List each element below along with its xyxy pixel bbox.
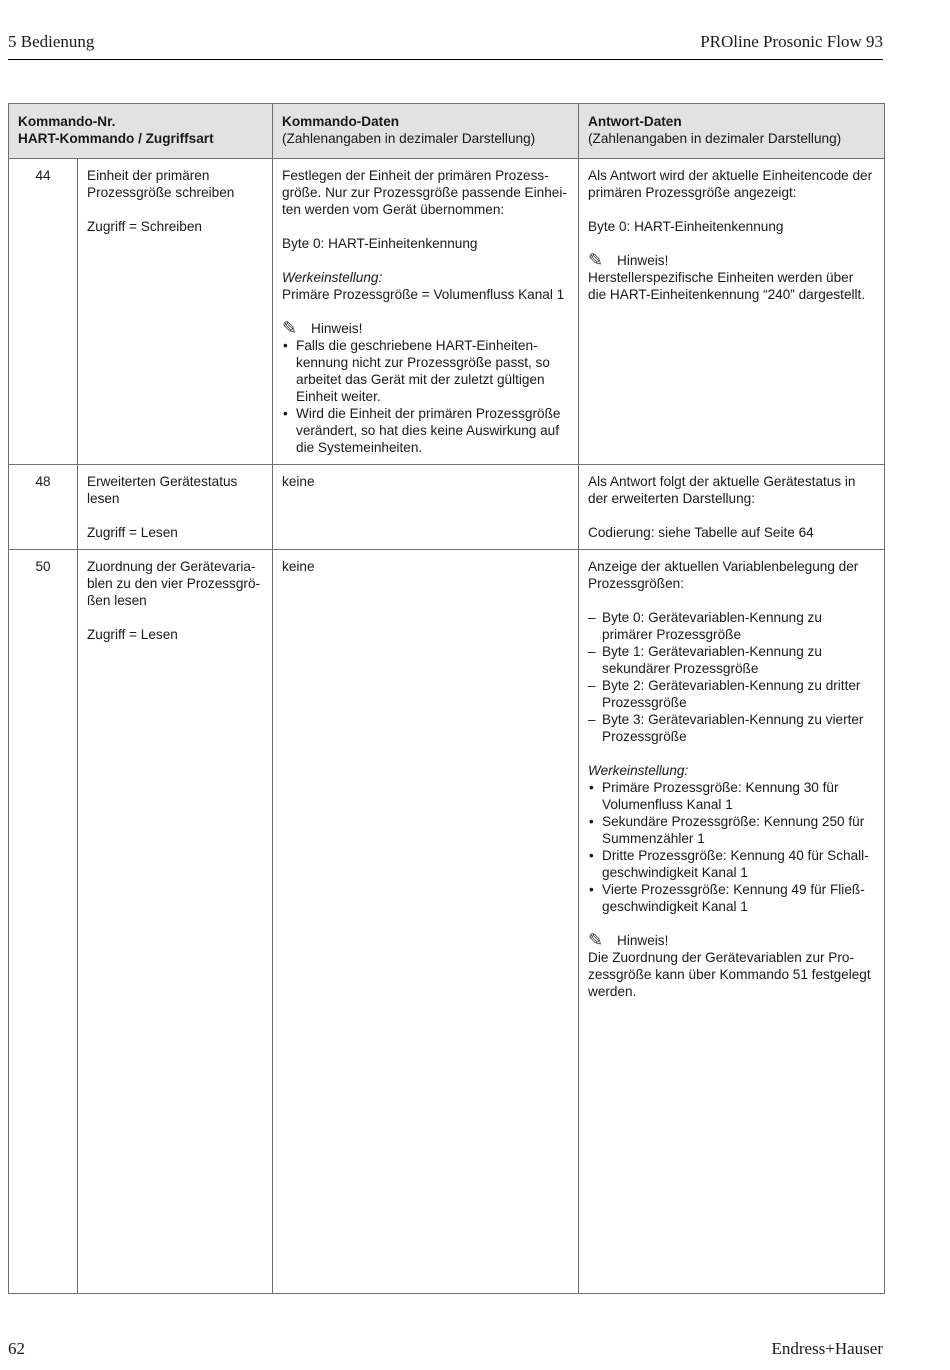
note-heading	[588, 252, 875, 269]
command-number: 48	[9, 465, 78, 550]
header-command-data-subtitle: (Zahlenangaben in dezimaler Darstellung)	[282, 131, 536, 146]
command-cell	[78, 550, 273, 1294]
note-label: Hinweis!	[617, 933, 669, 948]
page-number: 62	[8, 1339, 25, 1358]
note-list	[282, 337, 569, 456]
product-name: PROline Prosonic Flow 93	[700, 32, 883, 51]
list-item: • Falls die geschriebene HART-Einheitenkennung nicht zur Prozessgröße passt, so arbeitet das Gerät mit der zuletzt gültigen Einheit weiter.	[282, 337, 569, 405]
response-data-cell	[579, 159, 885, 465]
page-header	[8, 31, 883, 60]
hart-command-table	[8, 103, 885, 1294]
list-item: • Vierte Prozessgröße: Kennung 49 für Fließgeschwindigkeit Kanal 1	[588, 881, 875, 915]
response-data-cell	[579, 465, 885, 550]
command-data-cell	[273, 159, 579, 465]
factory-setting-label: Werkeinstellung:	[282, 270, 383, 285]
pencil-icon: ✎	[588, 930, 604, 950]
note-heading	[588, 932, 875, 949]
access-type: Zugriff = Lesen	[87, 627, 178, 642]
pencil-icon: ✎	[282, 318, 298, 338]
note-label: Hinweis!	[311, 321, 363, 336]
command-number: 44	[9, 159, 78, 465]
command-data-text: keine	[282, 559, 315, 574]
brand-logo: Endress+Hauser	[771, 1339, 883, 1358]
note-text: Herstellerspezifische Einheiten werden über die HART-Einheitenkennung “240” dargestellt.	[588, 270, 866, 302]
command-number: 50	[9, 550, 78, 1294]
table-row	[9, 550, 885, 1294]
response-data-text: Als Antwort wird der aktuelle Einheitencode der primären Prozessgröße angezeigt:	[588, 168, 873, 200]
header-cell-command-data	[273, 104, 579, 159]
command-data-text: keine	[282, 474, 315, 489]
list-item: • Wird die Einheit der primären Prozessgröße verändert, so hat dies keine Auswirkung auf die Systemeinheiten.	[282, 405, 569, 456]
header-cell-command	[9, 104, 273, 159]
header-response-data-subtitle: (Zahlenangaben in dezimaler Darstellung)	[588, 131, 842, 146]
header-response-data-title: Antwort-Daten	[588, 114, 682, 129]
command-data-cell	[273, 465, 579, 550]
access-type: Zugriff = Lesen	[87, 525, 178, 540]
note-heading	[282, 320, 569, 337]
note-text: Die Zuordnung der Gerätevariablen zur Prozessgröße kann über Kommando 51 festgelegt werden.	[588, 950, 871, 999]
header-command-nr: Kommando-Nr.	[18, 114, 116, 129]
table-header-row	[9, 104, 885, 159]
response-data-text: Als Antwort folgt der aktuelle Gerätestatus in der erweiterten Darstellung:	[588, 474, 856, 506]
note-label: Hinweis!	[617, 253, 669, 268]
header-command-data-title: Kommando-Daten	[282, 114, 400, 129]
command-cell	[78, 465, 273, 550]
header-hart-command: HART-Kommando / Zugriffsart	[18, 131, 214, 146]
list-item: • Sekundäre Prozessgröße: Kennung 250 für Summenzähler 1	[588, 813, 875, 847]
response-data-text: Anzeige der aktuellen Variablenbelegung der Prozessgrößen:	[588, 559, 859, 591]
byte-list	[588, 609, 875, 745]
list-item: – Byte 1: Gerätevariablen-Kennung zu sekundärer Prozessgröße	[588, 643, 875, 677]
chapter-title: 5 Bedienung	[8, 32, 95, 51]
command-description: Einheit der primären Prozessgröße schreiben	[87, 168, 235, 200]
list-item: • Primäre Prozessgröße: Kennung 30 für Volumenfluss Kanal 1	[588, 779, 875, 813]
command-cell	[78, 159, 273, 465]
command-data-text: Festlegen der Einheit der primären Prozessgröße. Nur zur Prozessgröße passende Einheiten werden vom Gerät übernommen:	[282, 168, 567, 217]
factory-setting-value: Primäre Prozessgröße = Volumenfluss Kanal 1	[282, 287, 565, 302]
list-item: – Byte 3: Gerätevariablen-Kennung zu vierter Prozessgröße	[588, 711, 875, 745]
factory-setting-list	[588, 779, 875, 915]
command-description: Erweiterten Gerätestatus lesen	[87, 474, 238, 506]
response-data-cell	[579, 550, 885, 1294]
header-cell-response-data	[579, 104, 885, 159]
table-row	[9, 465, 885, 550]
access-type: Zugriff = Schreiben	[87, 219, 202, 234]
response-coding: Codierung: siehe Tabelle auf Seite 64	[588, 525, 814, 540]
command-description: Zuordnung der Gerätevariablen zu den vier Prozessgrößen lesen	[87, 559, 261, 608]
command-data-cell	[273, 550, 579, 1294]
pencil-icon: ✎	[588, 250, 604, 270]
command-data-byte: Byte 0: HART-Einheitenkennung	[282, 236, 478, 251]
list-item: – Byte 0: Gerätevariablen-Kennung zu primärer Prozessgröße	[588, 609, 875, 643]
list-item: – Byte 2: Gerätevariablen-Kennung zu dritter Prozessgröße	[588, 677, 875, 711]
factory-setting-label: Werkeinstellung:	[588, 763, 689, 778]
list-item: • Dritte Prozessgröße: Kennung 40 für Schallgeschwindigkeit Kanal 1	[588, 847, 875, 881]
response-data-byte: Byte 0: HART-Einheitenkennung	[588, 219, 784, 234]
table-row	[9, 159, 885, 465]
